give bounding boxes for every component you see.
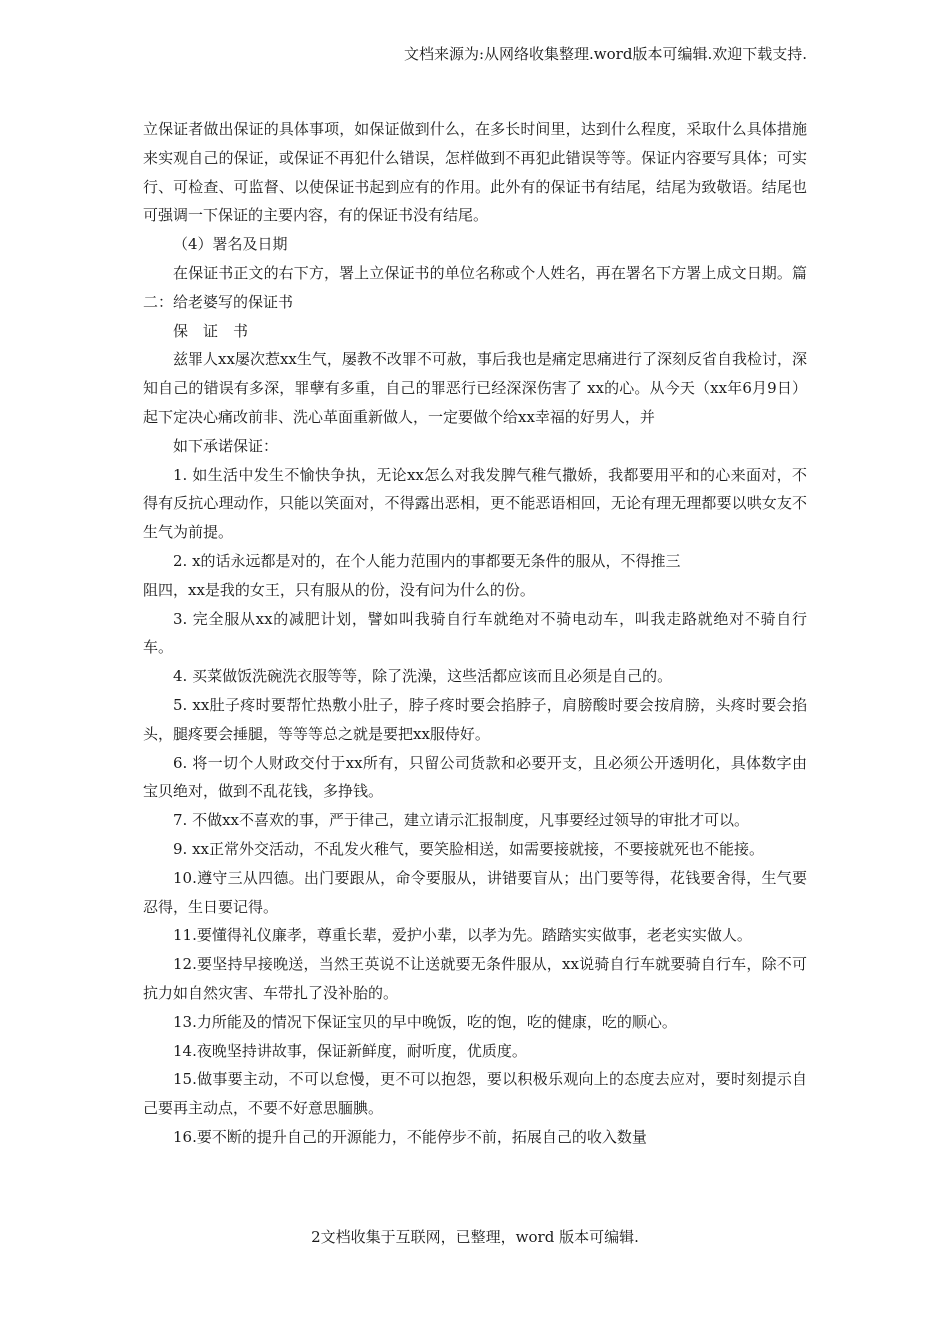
list-item: 11.要懂得礼仪廉孝，尊重长辈，爱护小辈，以孝为先。踏踏实实做事，老老实实做人。 (173, 926, 752, 945)
list-item: 15.做事要主动，不可以怠慢，更不可以抱怨，要以积极乐观向上的态度去应对，要时刻提示自己要再主动点，不要不好意思腼腆。 (143, 1070, 807, 1118)
list-item: 4. 买菜做饭洗碗洗衣服等等，除了洗澡，这些活都应该而且必须是自己的。 (173, 667, 673, 686)
paragraph: 兹罪人xx屡次惹xx生气，屡教不改罪不可赦，事后我也是痛定思痛进行了深刻反省自我检讨，深知自己的错误有多深，罪孽有多重，自己的罪恶行已经深深伤害了 xx的心。从今天（xx年6月9日）起下定决心痛改前非、洗心革面重新做人，一定要做个给xx幸福的好男人，并 (143, 350, 807, 426)
list-item: 16.要不断的提升自己的开源能力，不能停步不前，拓展自己的收入数量 (173, 1127, 647, 1146)
paragraph: 立保证者做出保证的具体事项，如保证做到什么，在多长时间里，达到什么程度，采取什么具体措施来实观自己的保证，或保证不再犯什么错误，怎样做到不再犯此错误等等。保证内容要写具体；可实行、可检查、可监督、以使保证书起到应有的作用。此外有的保证书有结尾，结尾为致敬语。结尾也可强调一下保证的主要内容，有的保证书没有结尾。 (143, 120, 807, 225)
page-header: 文档来源为:从网络收集整理.word版本可编辑.欢迎下载支持. (403, 45, 807, 63)
paragraph: 如下承诺保证： (173, 436, 279, 455)
list-item: 1. 如生活中发生不愉快争执，无论xx怎么对我发脾气稚气撒娇，我都要用平和的心来面对，不得有反抗心理动作，只能以笑面对，不得露出恶相，更不能恶语相回，无论有理无理都要以哄女友不生气为前提。 (143, 465, 807, 542)
paragraph: 在保证书正文的右下方，署上立保证书的单位名称或个人姓名，再在署名下方署上成文日期。篇二：给老婆写的保证书 (143, 263, 807, 311)
document-title: 保 证 书 (173, 321, 249, 340)
document-body (143, 115, 807, 1152)
list-item: 14.夜晚坚持讲故事，保证新鲜度，耐听度，优质度。 (173, 1041, 527, 1060)
section-heading: （4）署名及日期 (173, 235, 288, 254)
list-item: 13.力所能及的情况下保证宝贝的早中晚饭，吃的饱，吃的健康，吃的顺心。 (173, 1012, 677, 1031)
list-item: 5. xx肚子疼时要帮忙热敷小肚子，脖子疼时要会掐脖子，肩膀酸时要会按肩膀，头疼时要会掐头，腿疼要会捶腿，等等等总之就是要把xx服侍好。 (143, 695, 807, 743)
list-item: 7. 不做xx不喜欢的事，严于律己，建立请示汇报制度，凡事要经过领导的审批才可以。 (173, 811, 750, 830)
list-item: 2. x的话永远都是对的，在个人能力范围内的事都要无条件的服从，不得推三 (173, 551, 681, 570)
list-item: 9. xx正常外交活动，不乱发火稚气，要笑脸相送，如需要接就接，不要接就死也不能接。 (173, 839, 765, 858)
list-item: 10.遵守三从四德。出门要跟从，命令要服从，讲错要盲从；出门要等得，花钱要舍得，生气要忍得，生日要记得。 (143, 868, 807, 916)
list-item: 6. 将一切个人财政交付于xx所有，只留公司货款和必要开支，且必须公开透明化，具体数字由宝贝绝对，做到不乱花钱，多挣钱。 (143, 753, 807, 801)
page-footer: 2文档收集于互联网，已整理，word 版本可编辑. (311, 1228, 639, 1246)
list-item-continuation: 阻四，xx是我的女王，只有服从的份，没有问为什么的份。 (143, 580, 535, 599)
list-item: 12.要坚持早接晚送，当然王英说不让送就要无条件服从，xx说骑自行车就要骑自行车，除不可抗力如自然灾害、车带扎了没补胎的。 (143, 955, 807, 1002)
list-item: 3. 完全服从xx的减肥计划，譬如叫我骑自行车就绝对不骑电动车，叫我走路就绝对不骑自行车。 (143, 609, 807, 657)
